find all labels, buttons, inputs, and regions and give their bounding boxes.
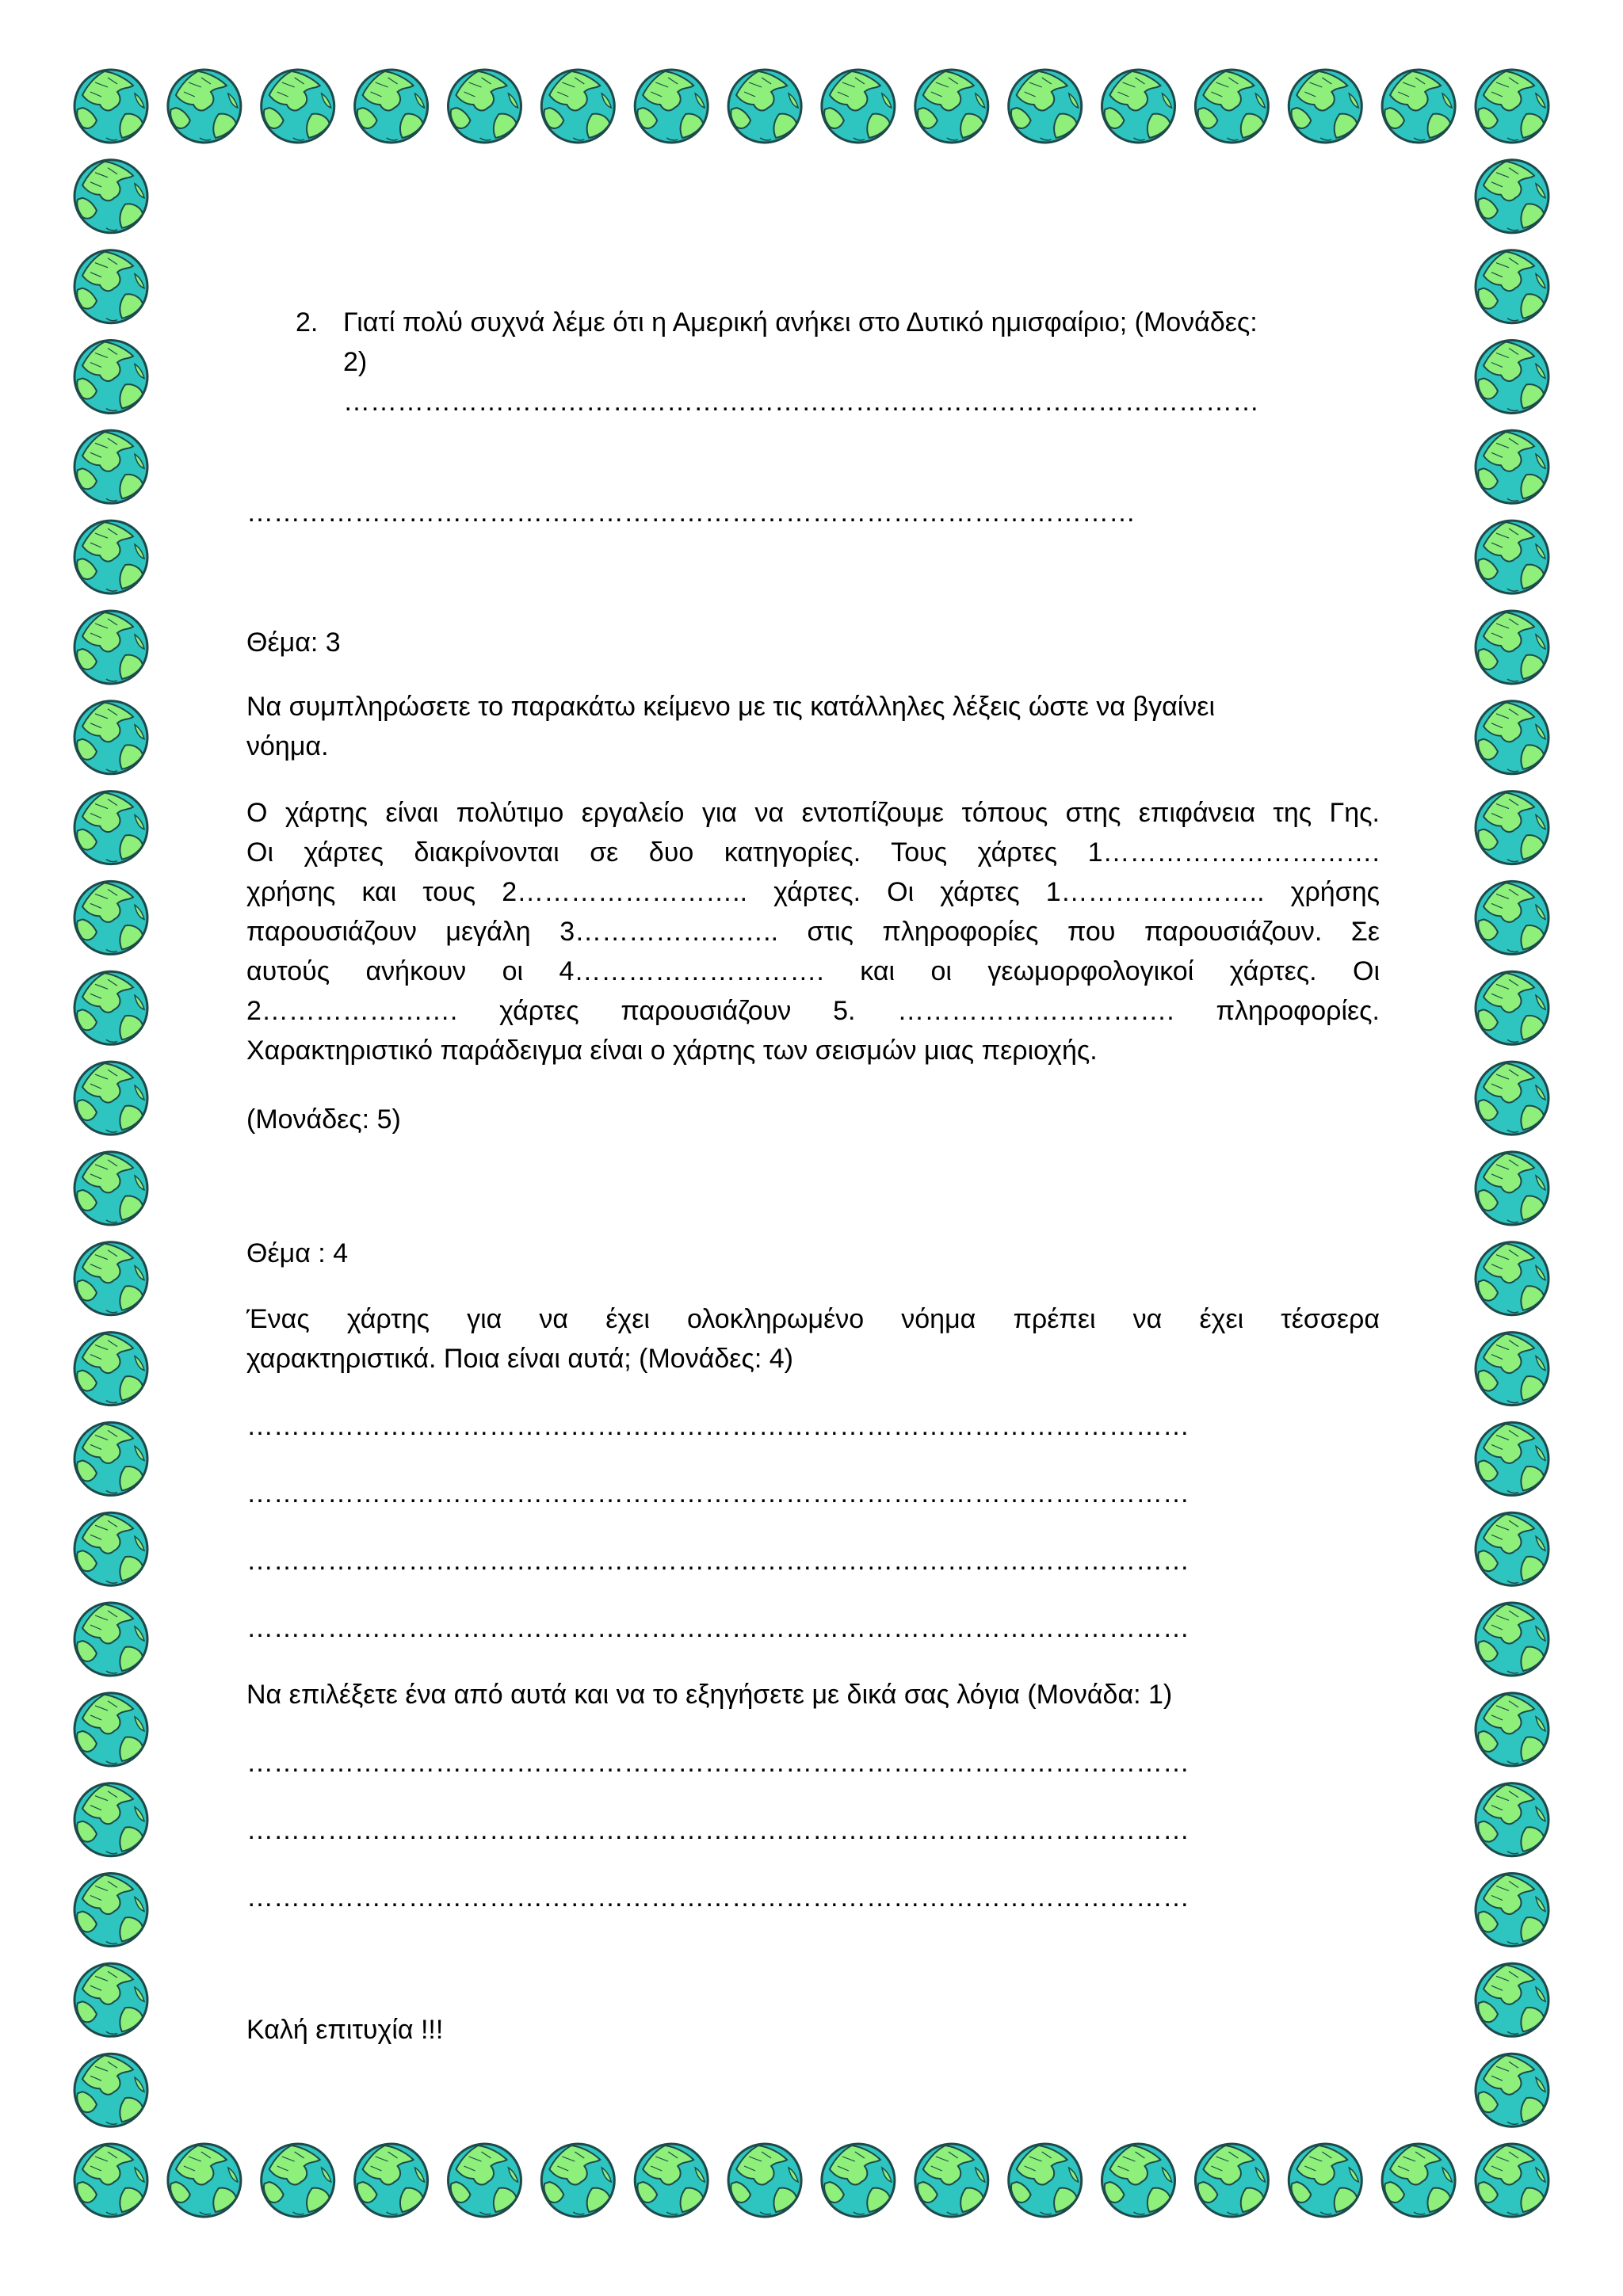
theme-4-heading: Θέμα : 4 (246, 1238, 349, 1268)
globe-icon (74, 1963, 147, 2036)
globe-icon (74, 2144, 147, 2217)
globe-icon (74, 341, 147, 414)
answer-line[interactable]: …………………………………………………………………………………………… (246, 1411, 1190, 1441)
globe-icon (1195, 2144, 1268, 2217)
globe-icon (74, 1874, 147, 1947)
question-2-text: Γιατί πολύ συχνά λέμε ότι η Αμερική ανήκει στο Δυτικό ημισφαίριο; (Μονάδες: (343, 307, 1258, 338)
globe-icon (1476, 1422, 1549, 1495)
globe-icon (1476, 70, 1549, 143)
globe-icon (822, 2144, 895, 2217)
globe-icon (74, 521, 147, 593)
globe-icon (355, 2144, 428, 2217)
globe-icon (74, 1603, 147, 1676)
globe-icon (915, 2144, 988, 2217)
globe-icon (74, 1333, 147, 1405)
globe-icon (74, 160, 147, 233)
question-2-number: 2. (296, 307, 319, 338)
globe-icon (1476, 1963, 1549, 2036)
question-2-text-cont: 2) (343, 347, 368, 377)
globe-icon (1009, 2144, 1082, 2217)
closing-text: Καλή επιτυχία !!! (246, 2015, 444, 2045)
theme-4-subquestion: Να επιλέξετε ένα από αυτά και να το εξηγήσετε με δικά σας λόγια (Μονάδα: 1) (246, 1680, 1173, 1710)
fill-in-paragraph-line: χρήσης και τους 2…………………….. χάρτες. Οι χάρτες 1………………….. χρήσης (246, 877, 1380, 907)
globe-icon (74, 1152, 147, 1225)
globe-icon (822, 70, 895, 143)
globe-icon (449, 2144, 521, 2217)
globe-icon (74, 2054, 147, 2126)
globe-icon (1476, 430, 1549, 503)
answer-line[interactable]: ………………………………………………………………………………………… (343, 387, 1259, 417)
globe-icon (1476, 1874, 1549, 1947)
answer-line[interactable]: …………………………………………………………………………………………… (246, 1882, 1190, 1913)
globe-icon (1476, 881, 1549, 954)
globe-icon (1476, 1333, 1549, 1405)
fill-in-paragraph-line: Ο χάρτης είναι πολύτιμο εργαλείο για να εντοπίζουμε τόπους στης επιφάνεια της Γης. (246, 798, 1380, 828)
globe-icon (1382, 2144, 1455, 2217)
globe-icon (74, 611, 147, 684)
theme-3-heading: Θέμα: 3 (246, 627, 341, 658)
theme-3-points: (Μονάδες: 5) (246, 1104, 401, 1135)
fill-in-paragraph-line: Χαρακτηριστικό παράδειγμα είναι ο χάρτης των σεισμών μιας περιοχής. (246, 1035, 1098, 1066)
globe-icon (1476, 1783, 1549, 1856)
theme-4-question-cont: χαρακτηριστικά. Ποια είναι αυτά; (Μονάδες: 4) (246, 1344, 793, 1374)
globe-icon (168, 70, 241, 143)
globe-icon (74, 250, 147, 323)
globe-icon (74, 881, 147, 954)
fill-in-paragraph-line: Οι χάρτες διακρίνονται σε δυο κατηγορίες. Τους χάρτες 1…………………………. (246, 837, 1380, 868)
globe-icon (1476, 1062, 1549, 1135)
globe-icon (74, 791, 147, 864)
theme-3-instruction: Να συμπληρώσετε το παρακάτω κείμενο με τις κατάλληλες λέξεις ώστε να βγαίνει (246, 692, 1216, 722)
globe-icon (74, 70, 147, 143)
globe-icon (449, 70, 521, 143)
globe-icon (1009, 70, 1082, 143)
globe-icon (728, 70, 801, 143)
theme-4-question: Ένας χάρτης για να έχει ολοκληρωμένο νόημα πρέπει να έχει τέσσερα (246, 1304, 1380, 1334)
fill-in-paragraph-line: παρουσιάζουν μεγάλη 3………………….. στις πληροφορίες που παρουσιάζουν. Σε (246, 917, 1380, 947)
globe-icon (1476, 971, 1549, 1044)
globe-icon (1476, 1512, 1549, 1585)
globe-icon (74, 1783, 147, 1856)
fill-in-paragraph-line: αυτούς ανήκουν οι 4………………………. και οι γεωμορφολογικοί χάρτες. Οι (246, 956, 1380, 986)
globe-icon (1195, 70, 1268, 143)
globe-icon (355, 70, 428, 143)
globe-icon (541, 2144, 614, 2217)
globe-icon (1476, 341, 1549, 414)
globe-icon (541, 70, 614, 143)
globe-icon (262, 70, 334, 143)
globe-icon (915, 70, 988, 143)
globe-icon (1102, 70, 1175, 143)
globe-icon (635, 2144, 708, 2217)
globe-icon (1476, 2054, 1549, 2126)
answer-line[interactable]: …………………………………………………………………………………………… (246, 1748, 1190, 1778)
globe-icon (74, 1242, 147, 1315)
globe-icon (728, 2144, 801, 2217)
globe-icon (74, 1693, 147, 1766)
globe-icon (1476, 160, 1549, 233)
globe-icon (74, 1062, 147, 1135)
globe-icon (1476, 1603, 1549, 1676)
globe-icon (1476, 701, 1549, 774)
globe-icon (1476, 791, 1549, 864)
theme-3-instruction-cont: νόημα. (246, 731, 329, 761)
answer-line[interactable]: …………………………………………………………………………………………… (246, 1815, 1190, 1845)
globe-icon (1382, 70, 1455, 143)
answer-line[interactable]: …………………………………………………………………………………………… (246, 1613, 1190, 1643)
globe-icon (262, 2144, 334, 2217)
globe-icon (1289, 70, 1361, 143)
globe-icon (1476, 611, 1549, 684)
globe-icon (74, 1422, 147, 1495)
globe-icon (1289, 2144, 1361, 2217)
globe-icon (635, 70, 708, 143)
answer-line[interactable]: …………………………………………………………………………………………… (246, 1546, 1190, 1576)
globe-icon (1102, 2144, 1175, 2217)
globe-icon (1476, 1152, 1549, 1225)
fill-in-paragraph-line: 2…………………. χάρτες παρουσιάζουν 5. …………………………. πληροφορίες. (246, 996, 1380, 1026)
globe-icon (74, 971, 147, 1044)
globe-icon (1476, 2144, 1549, 2217)
globe-icon (1476, 1242, 1549, 1315)
globe-icon (74, 430, 147, 503)
globe-icon (1476, 1693, 1549, 1766)
globe-icon (168, 2144, 241, 2217)
answer-line[interactable]: ……………………………………………………………………………………… (246, 498, 1136, 528)
globe-icon (74, 1512, 147, 1585)
globe-icon (1476, 521, 1549, 593)
answer-line[interactable]: …………………………………………………………………………………………… (246, 1478, 1190, 1508)
globe-icon (74, 701, 147, 774)
globe-icon (1476, 250, 1549, 323)
